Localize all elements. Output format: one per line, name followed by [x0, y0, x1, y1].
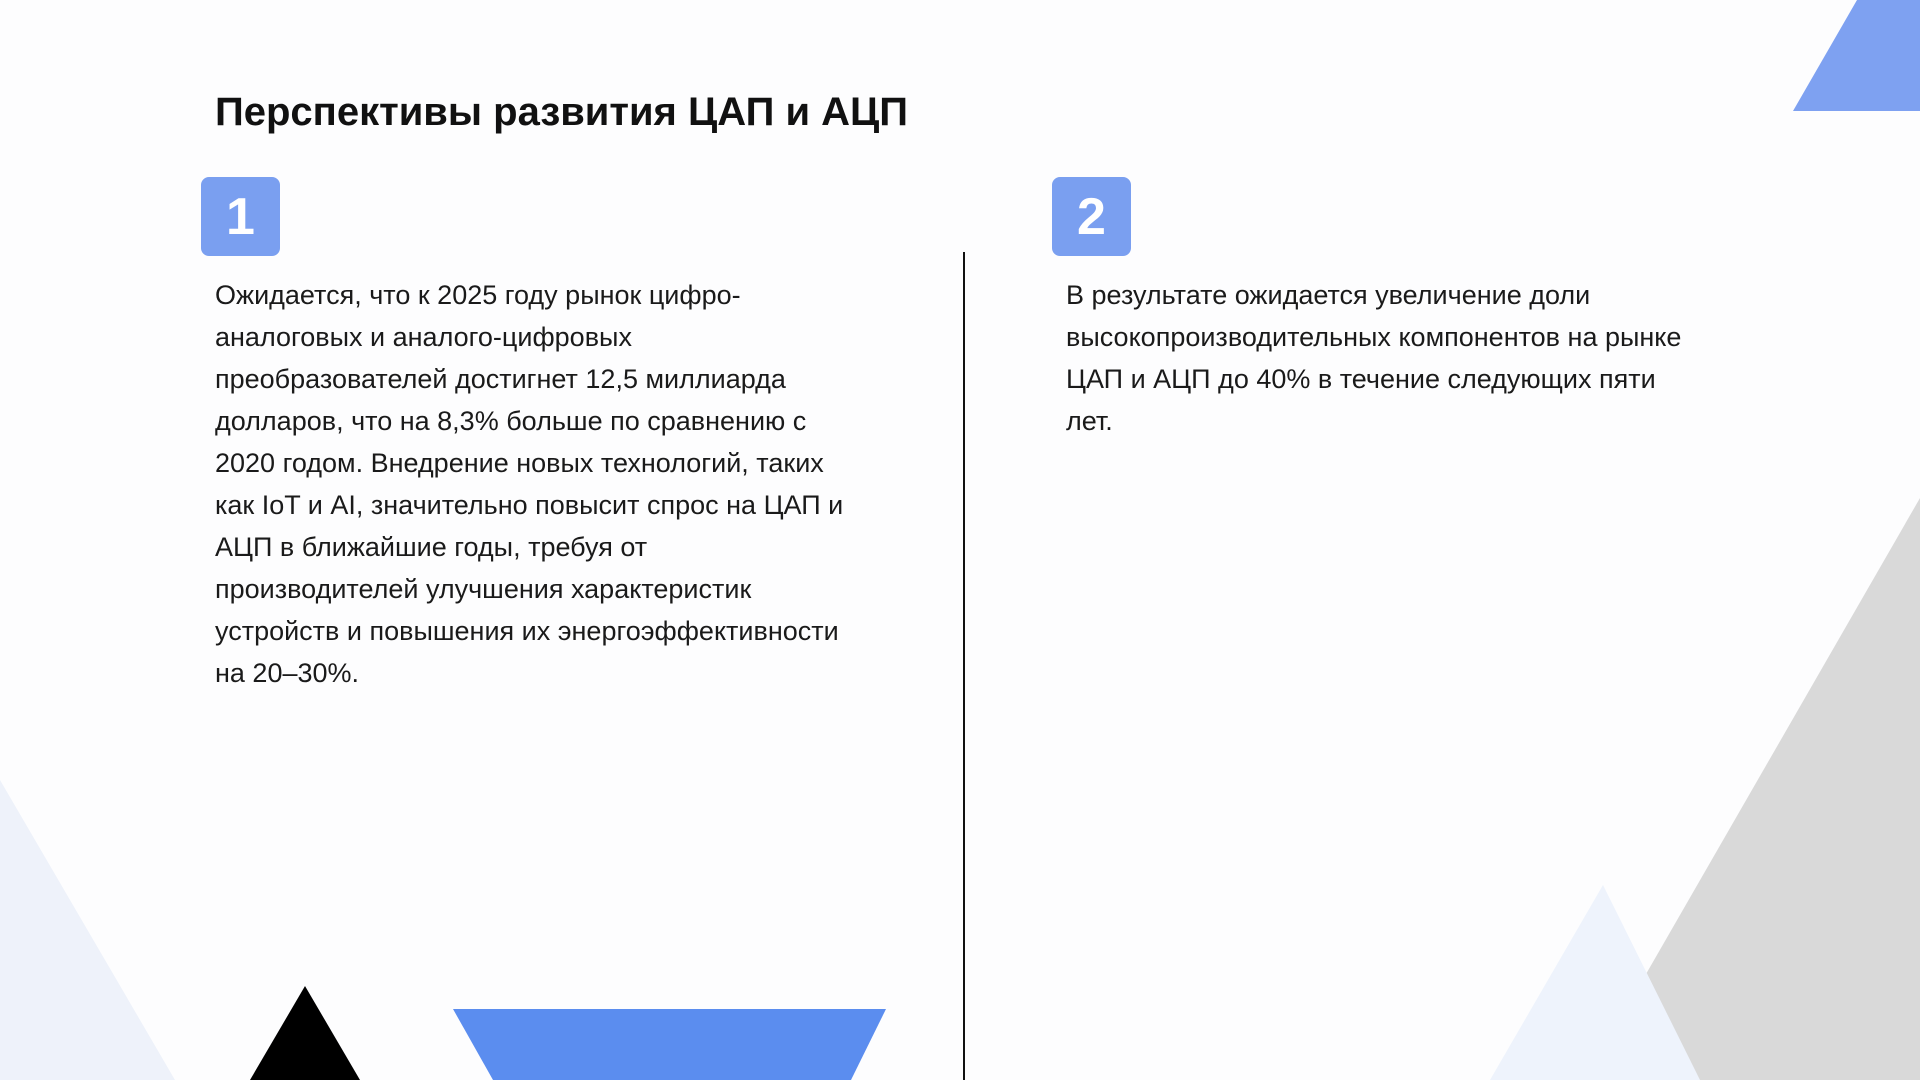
column-1-text: Ожидается, что к 2025 году рынок цифро-аналоговых и аналого-цифровых преобразователей достигнет 12,5 миллиарда долларов, что на 8,3% больше по сравнению с 2020 годом. Внедрение новых технологий, таких как IoT и AI, значительно повысит спрос на ЦАП и АЦП в ближайшие годы, требуя от производителей улучшения характеристик устройств и повышения их энергоэффективности на 20–30%.: [215, 280, 844, 688]
column-divider: [963, 252, 965, 1080]
black-triangle: [250, 986, 360, 1080]
column-2-number-badge: 2: [1052, 177, 1131, 256]
slide-title: Перспективы развития ЦАП и АЦП: [215, 90, 909, 134]
column-2-text: В результате ожидается увеличение доли высокопроизводительных компонентов на рынке ЦАП и АЦП до 40% в течение следующих пяти лет.: [1066, 280, 1682, 436]
blue-trapezoid: [453, 1009, 886, 1080]
top-right-blue-shape: [1793, 0, 1920, 111]
column-1-number-badge: 1: [201, 177, 280, 256]
left-pale-triangle: [0, 780, 175, 1080]
